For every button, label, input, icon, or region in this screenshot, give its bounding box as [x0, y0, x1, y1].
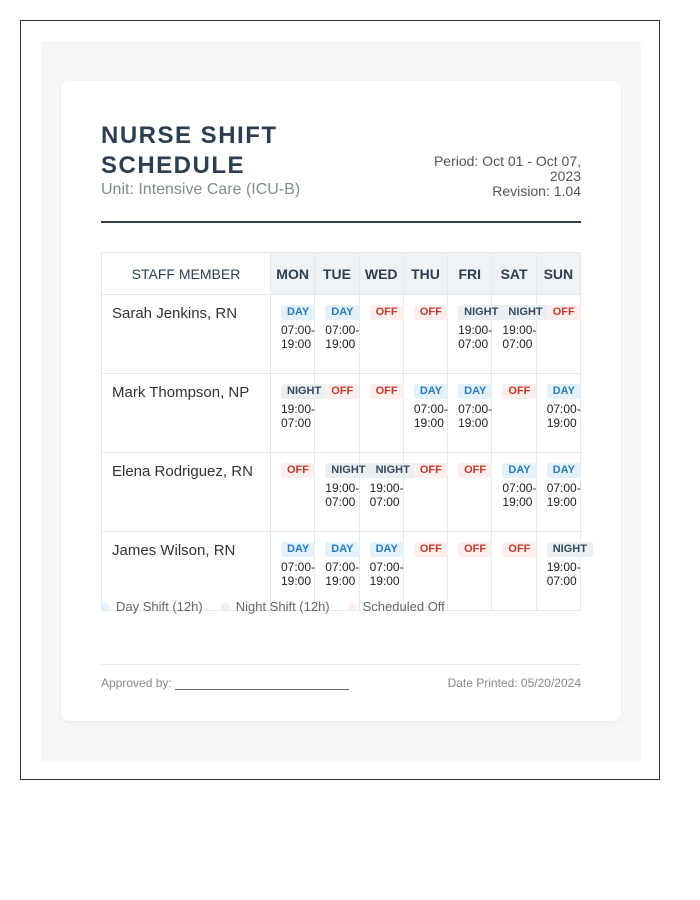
- staff-name: Sarah Jenkins, RN: [102, 295, 271, 374]
- shift-cell: [492, 453, 536, 532]
- day-shift-badge: DAY: [502, 463, 536, 478]
- off-shift-badge: OFF: [547, 305, 581, 320]
- legend-swatch: [348, 603, 357, 612]
- schedule-meta: [431, 154, 581, 199]
- off-shift-badge: OFF: [281, 463, 315, 478]
- legend-label: Night Shift (12h): [235, 599, 330, 614]
- page-frame: [20, 20, 660, 780]
- day-column-header: TUE: [315, 253, 359, 295]
- legend-label: Scheduled Off: [362, 599, 445, 614]
- schedule-card: [61, 81, 621, 721]
- night-shift-badge: NIGHT: [502, 305, 548, 320]
- shift-cell: [448, 453, 492, 532]
- day-shift-badge: DAY: [547, 384, 581, 399]
- off-shift-badge: OFF: [414, 542, 448, 557]
- shift-time: 07:00- 19:00: [546, 402, 581, 430]
- off-shift-badge: OFF: [502, 384, 536, 399]
- shift-time: 07:00- 19:00: [325, 560, 360, 588]
- shift-time: 19:00- 07:00: [546, 560, 581, 588]
- off-shift-badge: OFF: [502, 542, 536, 557]
- day-shift-badge: DAY: [281, 542, 315, 557]
- shift-time: 19:00- 07:00: [325, 481, 360, 509]
- approved-by-label: Approved by:: [101, 676, 172, 690]
- shift-cell: [403, 374, 447, 453]
- unit-label: Unit: Intensive Care (ICU-B): [101, 181, 301, 198]
- shift-time: 07:00- 19:00: [281, 323, 316, 351]
- night-shift-badge: NIGHT: [370, 463, 416, 478]
- legend-item-day: [101, 599, 203, 614]
- night-shift-badge: NIGHT: [458, 305, 504, 320]
- date-printed: Date Printed: 05/20/2024: [447, 676, 581, 690]
- day-column-header: FRI: [448, 253, 492, 295]
- legend-item-night: [221, 599, 330, 614]
- shift-cell: [359, 295, 403, 374]
- table-row: [102, 453, 581, 532]
- day-column-header: SAT: [492, 253, 536, 295]
- legend: [101, 599, 581, 614]
- signature-line: [175, 677, 349, 690]
- shift-cell: [271, 453, 315, 532]
- footer: [101, 664, 581, 695]
- day-shift-badge: DAY: [414, 384, 448, 399]
- shift-cell: [403, 295, 447, 374]
- shift-time: 07:00- 19:00: [369, 560, 404, 588]
- shift-cell: [315, 453, 366, 532]
- shift-schedule-table: [101, 252, 587, 611]
- legend-item-off: [348, 599, 445, 614]
- day-shift-badge: DAY: [547, 463, 581, 478]
- day-column-header: MON: [271, 253, 315, 295]
- legend-swatch: [101, 603, 110, 612]
- shift-time: 19:00- 07:00: [281, 402, 316, 430]
- day-shift-badge: DAY: [458, 384, 492, 399]
- day-shift-badge: DAY: [325, 542, 359, 557]
- page-background: [41, 41, 641, 761]
- shift-cell: [492, 374, 536, 453]
- shift-time: 07:00- 19:00: [546, 481, 581, 509]
- off-shift-badge: OFF: [325, 384, 359, 399]
- night-shift-badge: NIGHT: [547, 542, 593, 557]
- table-row: [102, 295, 581, 374]
- off-shift-badge: OFF: [414, 463, 448, 478]
- shift-cell: [536, 453, 580, 532]
- shift-cell: [448, 374, 492, 453]
- off-shift-badge: OFF: [370, 384, 404, 399]
- day-shift-badge: DAY: [281, 305, 315, 320]
- shift-cell: [271, 374, 322, 453]
- day-shift-badge: DAY: [370, 542, 404, 557]
- off-shift-badge: OFF: [458, 463, 492, 478]
- legend-swatch: [221, 603, 230, 612]
- staff-name: Mark Thompson, NP: [102, 374, 271, 453]
- shift-cell: [359, 374, 403, 453]
- off-shift-badge: OFF: [370, 305, 404, 320]
- approval-field: [101, 676, 349, 690]
- legend-label: Day Shift (12h): [116, 599, 203, 614]
- off-shift-badge: OFF: [414, 305, 448, 320]
- shift-time: 07:00- 19:00: [502, 481, 537, 509]
- shift-time: 07:00- 19:00: [325, 323, 360, 351]
- shift-time: 19:00- 07:00: [458, 323, 493, 351]
- staff-name: Elena Rodriguez, RN: [102, 453, 271, 532]
- day-column-header: THU: [403, 253, 447, 295]
- revision-label: Revision: 1.04: [492, 183, 581, 199]
- staff-column-header: STAFF MEMBER: [102, 253, 271, 295]
- shift-time: 19:00- 07:00: [502, 323, 537, 351]
- day-shift-badge: DAY: [325, 305, 359, 320]
- staff-name: James Wilson, RN: [102, 532, 271, 611]
- shift-cell: [536, 374, 580, 453]
- shift-time: 19:00- 07:00: [369, 481, 404, 509]
- night-shift-badge: NIGHT: [281, 384, 327, 399]
- shift-time: 07:00- 19:00: [413, 402, 448, 430]
- shift-cell: [315, 295, 359, 374]
- night-shift-badge: NIGHT: [325, 463, 371, 478]
- shift-cell: [448, 295, 499, 374]
- table-header-row: [102, 253, 581, 295]
- table-row: [102, 374, 581, 453]
- schedule-header: [101, 121, 581, 223]
- period-label: Period: Oct 01 - Oct 07, 2023: [433, 153, 581, 184]
- day-column-header: SUN: [536, 253, 580, 295]
- shift-cell: [271, 295, 315, 374]
- shift-time: 07:00- 19:00: [281, 560, 316, 588]
- day-column-header: WED: [359, 253, 403, 295]
- shift-time: 07:00- 19:00: [458, 402, 493, 430]
- page-title: NURSE SHIFT SCHEDULE: [101, 122, 278, 179]
- off-shift-badge: OFF: [458, 542, 492, 557]
